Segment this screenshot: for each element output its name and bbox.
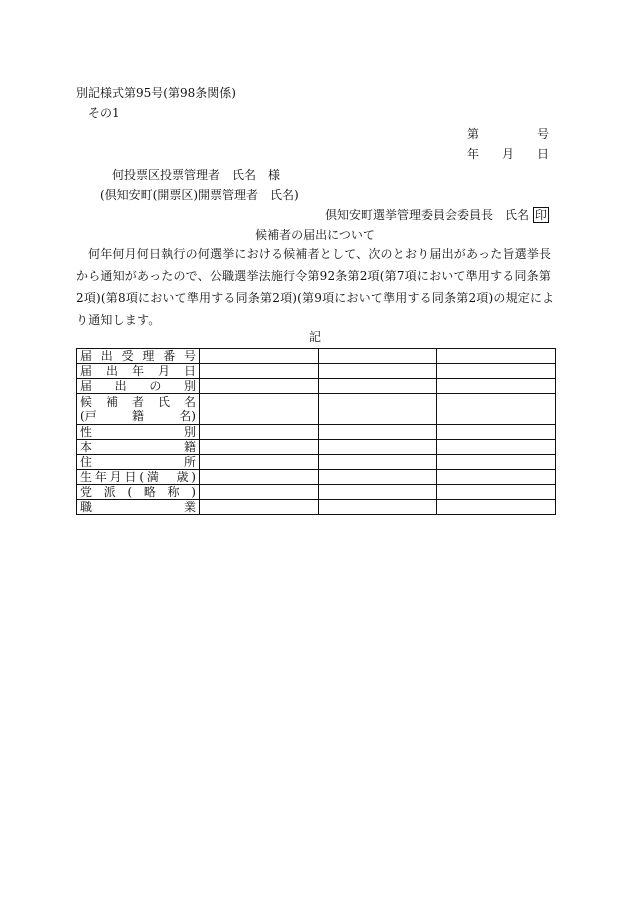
ki-heading: 記: [308, 330, 321, 344]
sender: [325, 208, 549, 222]
candidate-table: [76, 348, 556, 515]
row-label: [77, 364, 200, 379]
row-label: [77, 440, 200, 455]
table-row: [77, 364, 556, 379]
label-char: 別: [183, 425, 196, 439]
entry-cell[interactable]: [318, 500, 437, 515]
label-char: 届: [80, 364, 93, 378]
entry-cell[interactable]: [318, 425, 437, 440]
seal-icon: 印: [534, 208, 547, 222]
document-number: [467, 127, 549, 141]
number-suffix: 号: [536, 127, 549, 141]
entry-cell[interactable]: [200, 440, 319, 455]
label-char: 受: [121, 349, 134, 363]
entry-cell[interactable]: [200, 349, 319, 364]
row-label-text: [80, 455, 196, 469]
row-label-text: [80, 349, 196, 363]
entry-cell[interactable]: [200, 394, 319, 425]
label-char: (: [139, 470, 144, 484]
entry-cell[interactable]: [200, 364, 319, 379]
entry-cell[interactable]: [318, 349, 437, 364]
entry-cell[interactable]: [437, 379, 556, 394]
date-year: 年: [467, 147, 480, 161]
table-row: [77, 349, 556, 364]
row-label: [77, 485, 200, 500]
entry-cell[interactable]: [437, 425, 556, 440]
entry-cell[interactable]: [200, 470, 319, 485]
number-prefix: 第: [467, 127, 480, 141]
entry-cell[interactable]: [437, 364, 556, 379]
row-label: [77, 379, 200, 394]
label-char: 本: [80, 440, 93, 454]
entry-cell[interactable]: [318, 394, 437, 425]
form-number: 別記様式第95号(第98条関係): [76, 86, 236, 100]
label-char: 出: [100, 349, 113, 363]
table-row: [77, 379, 556, 394]
label-char: 称: [167, 485, 180, 499]
entry-cell[interactable]: [200, 379, 319, 394]
row-label-text: [80, 440, 196, 454]
label-char: 出: [105, 364, 118, 378]
row-label-text: [80, 470, 196, 484]
entry-cell[interactable]: [318, 485, 437, 500]
label-char: 候: [80, 395, 93, 409]
date-month: 月: [501, 147, 514, 161]
entry-cell[interactable]: [318, 379, 437, 394]
label-char: 年: [94, 470, 107, 484]
entry-cell[interactable]: [437, 440, 556, 455]
label-char: 日: [124, 470, 137, 484]
label-char: 業: [183, 500, 196, 514]
table-row: [77, 485, 556, 500]
label-char: 略: [143, 485, 156, 499]
label-char: 号: [183, 349, 196, 363]
label-char: 月: [157, 364, 170, 378]
label-char: 月: [109, 470, 122, 484]
label-char: ): [191, 485, 196, 499]
label-char: 所: [183, 455, 196, 469]
label-char: 歳: [176, 470, 189, 484]
sublabel-part: (戸: [80, 409, 97, 423]
row-label: [77, 500, 200, 515]
sublabel-part: 籍: [131, 409, 144, 423]
document-title: 候補者の届出について: [255, 228, 375, 242]
date-day: 日: [536, 147, 549, 161]
label-char: 届: [80, 349, 93, 363]
row-label: [77, 349, 200, 364]
row-label: [77, 455, 200, 470]
entry-cell[interactable]: [437, 455, 556, 470]
entry-cell[interactable]: [200, 455, 319, 470]
label-char: 生: [80, 470, 93, 484]
label-char: 氏: [157, 395, 170, 409]
label-char: 派: [103, 485, 116, 499]
label-char: 別: [183, 379, 196, 393]
addressee-line2: (倶知安町(開票区)開票管理者 氏名): [100, 188, 299, 202]
row-label: [77, 425, 200, 440]
entry-cell[interactable]: [437, 394, 556, 425]
label-char: [162, 470, 174, 484]
row-sublabel: [80, 409, 196, 423]
document-date: [467, 147, 549, 161]
entry-cell[interactable]: [318, 440, 437, 455]
row-label: [77, 470, 200, 485]
label-char: 性: [80, 425, 93, 439]
row-label-text: [80, 500, 196, 514]
label-char: 職: [80, 500, 93, 514]
table-row: [77, 500, 556, 515]
entry-cell[interactable]: [318, 364, 437, 379]
entry-cell[interactable]: [437, 349, 556, 364]
form-part: その1: [88, 106, 120, 120]
row-label: [77, 394, 200, 425]
label-char: 番: [163, 349, 176, 363]
table-row: [77, 425, 556, 440]
label-char: の: [149, 379, 162, 393]
sender-name: 倶知安町選挙管理委員会委員長 氏名: [325, 208, 530, 222]
entry-cell[interactable]: [318, 455, 437, 470]
row-label-text: [80, 379, 196, 393]
label-char: 者: [131, 395, 144, 409]
entry-cell[interactable]: [437, 500, 556, 515]
entry-cell[interactable]: [200, 485, 319, 500]
entry-cell[interactable]: [200, 500, 319, 515]
row-label-text: [80, 485, 196, 499]
label-char: 届: [80, 379, 93, 393]
label-char: 満: [146, 470, 159, 484]
entry-cell[interactable]: [437, 485, 556, 500]
label-char: (: [127, 485, 133, 499]
body-text: 何年何月何日執行の何選挙における候補者として、次のとおり届出があった旨選挙長から通知があったので、公職選挙法施行令第92条第2項(第7項において準用する同条第2項)(第8項において準用する同条第2項)(第9項において準用する同条第2項)の規定により通知します。: [76, 247, 555, 327]
label-char: 出: [114, 379, 127, 393]
label-char: 名: [183, 395, 196, 409]
entry-cell[interactable]: [318, 470, 437, 485]
label-char: ): [191, 470, 196, 484]
entry-cell[interactable]: [200, 425, 319, 440]
entry-cell[interactable]: [437, 470, 556, 485]
table-row: [77, 440, 556, 455]
table-row: [77, 455, 556, 470]
label-char: 理: [142, 349, 155, 363]
label-char: 補: [105, 395, 118, 409]
row-label-text: [80, 425, 196, 439]
label-char: 籍: [183, 440, 196, 454]
table-row: [77, 470, 556, 485]
label-char: 日: [183, 364, 196, 378]
table-row: [77, 394, 556, 425]
sublabel-part: 名): [179, 409, 196, 423]
label-char: 住: [80, 455, 93, 469]
row-label-text: [80, 364, 196, 378]
label-char: 年: [131, 364, 144, 378]
addressee-line1: 何投票区投票管理者 氏名 様: [112, 168, 281, 182]
row-label-text: [80, 395, 196, 409]
label-char: 党: [80, 485, 93, 499]
